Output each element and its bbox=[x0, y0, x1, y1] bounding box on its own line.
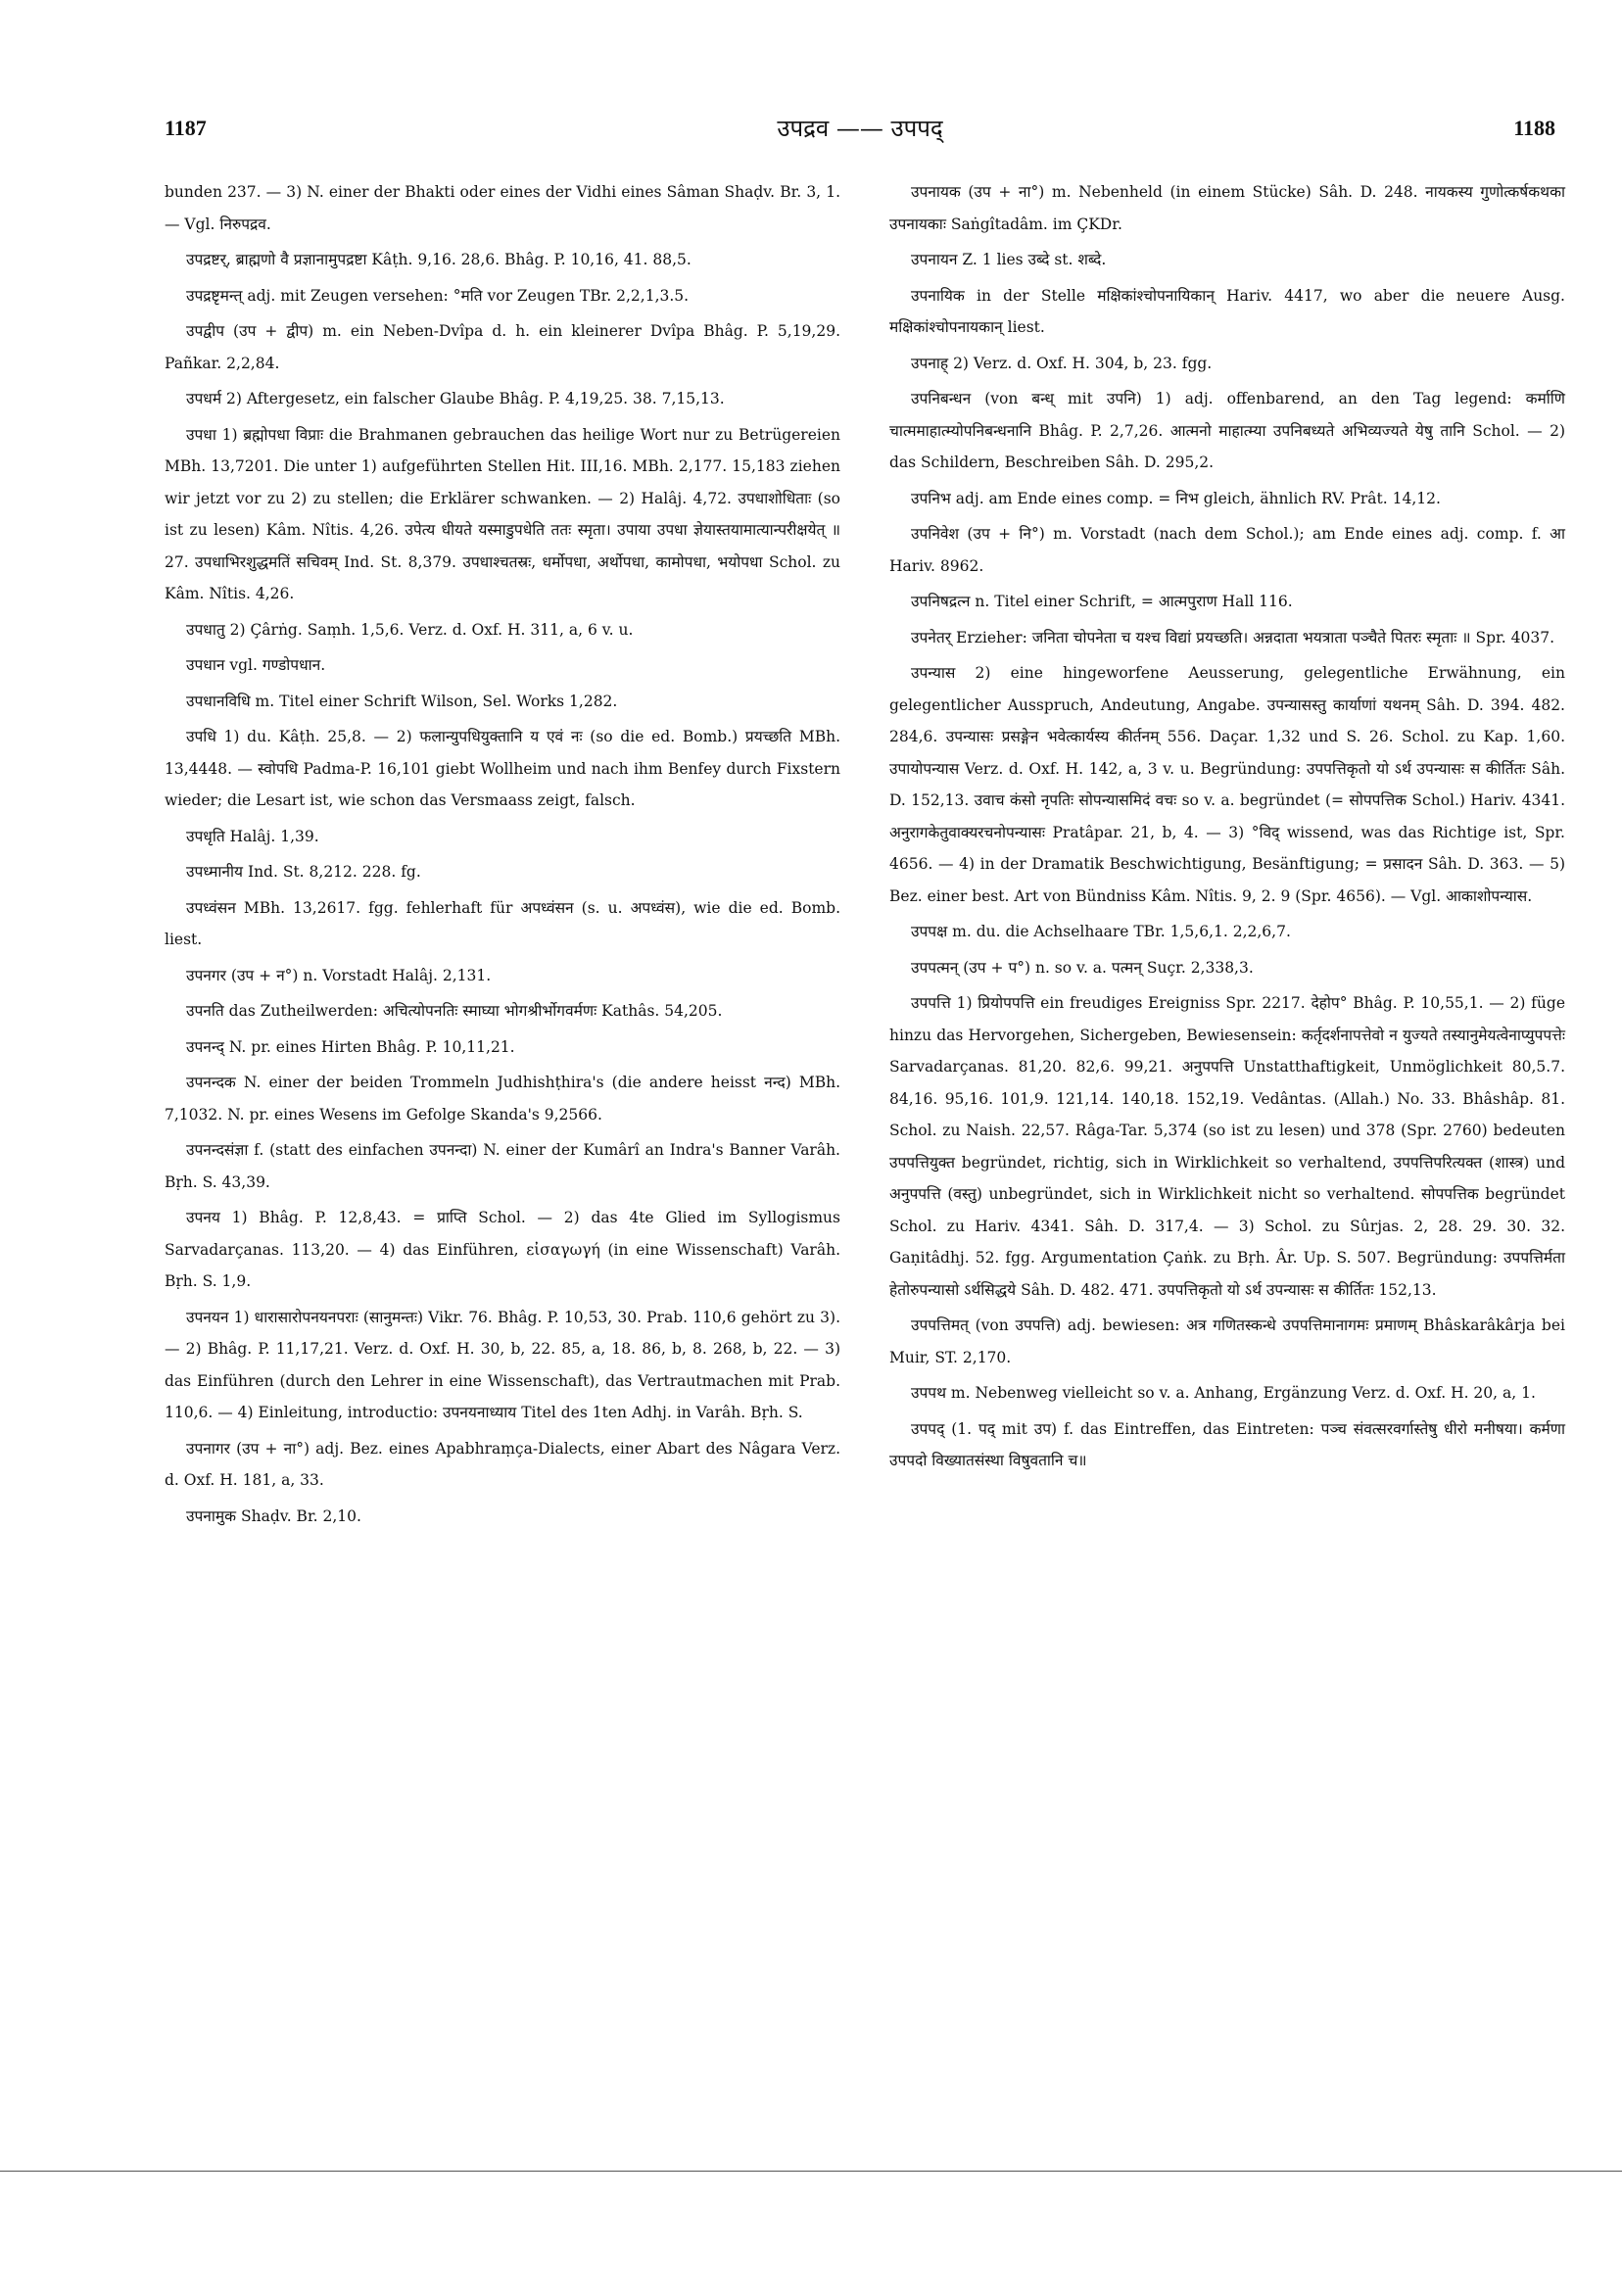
dictionary-entry: उपनिबन्धन (von बन्ध् mit उपनि) 1) adj. offenbarend, an den Tag legend: कर्माणि चात्ममाहात्म्योपनिबन्धनानि Bhâg. P. 2,7,26. आत्मनो माहात्म्या उपनिबध्यते अभिव्यज्यते येषु तानि Schol. — 2) das Schildern, Beschreiben Sâh. D. 295,2. bbox=[889, 390, 1565, 471]
dictionary-entry: उपपथ m. Nebenweg vielleicht so v. a. Anhang, Ergänzung Verz. d. Oxf. H. 20, a, 1. bbox=[911, 1384, 1536, 1402]
dictionary-entry: उपनति das Zutheilwerden: अचित्योपनतिः स्माघ्या भोगश्रीर्भोगवर्मणः Kathâs. 54,205. bbox=[186, 1002, 723, 1020]
dictionary-entry: उपद्रष्टर्, ब्राह्मणो वै प्रज्ञानामुपद्रष्टा Kâṭh. 9,16. 28,6. Bhâg. P. 10,16, 41. 88,5. bbox=[186, 251, 692, 268]
dictionary-entry: उपनायक (उप + ना°) m. Nebenheld (in einem Stücke) Sâh. D. 248. नायकस्य गुणोत्कर्षकथका उपनायकाः Saṅgîtadâm. im ÇKDr. bbox=[889, 183, 1565, 233]
page-number-left: 1187 bbox=[165, 116, 207, 140]
dictionary-entry: उपधा 1) ब्रह्मोपधा विप्राः die Brahmanen gebrauchen das heilige Wort nur zu Betrügereien MBh. 13,7201. Die unter 1) aufgeführten Stellen Hit. III,16. MBh. 2,177. 15,183 ziehen wir jetzt vor zu 2) zu stellen; die Erklärer schwanken. — 2) Halâj. 4,72. उपधाशोधिताः (so ist zu lesen) Kâm. Nîtis. 4,26. उपेत्य धीयते यस्माडुपधेति ततः स्मृता। उपाया उपधा ज्ञेयास्तयामात्यान्परीक्षयेत् ॥ 27. उपधाभिरशुद्धमतिं सचिवम् Ind. St. 8,379. उपधाश्चतस्रः, धर्मोपधा, अर्थोपधा, कामोपधा, भयोपधा Schol. zu Kâm. Nîtis. 4,26. bbox=[165, 425, 840, 602]
dictionary-entry: उपपक्ष m. du. die Achselhaare TBr. 1,5,6,1. 2,2,6,7. bbox=[911, 923, 1291, 940]
dictionary-entry: उपनागर (उप + ना°) adj. Bez. eines Apabhraṃça-Dialects, einer Abart des Nâgara Verz. d. Oxf. H. 181, a, 33. bbox=[165, 1439, 840, 1489]
dictionary-entry: उपधर्म 2) Aftergesetz, ein falscher Glaube Bhâg. P. 4,19,25. 38. 7,15,13. bbox=[186, 390, 725, 407]
dictionary-entry: उपधान vgl. गण्डोपधान. bbox=[186, 656, 326, 674]
dictionary-entry: उपधातु 2) Çârṅg. Saṃh. 1,5,6. Verz. d. Oxf. H. 311, a, 6 v. u. bbox=[186, 620, 634, 639]
dictionary-entry: उपपत्तिमत् (von उपपत्ति) adj. bewiesen: अत्र गणितस्कन्धे उपपत्तिमानागमः प्रमाणम् Bhâskarâkârja bei Muir, ST. 2,170. bbox=[889, 1316, 1565, 1366]
dictionary-entry: उपनिषद्रत्न n. Titel einer Schrift, = आत्मपुराण Hall 116. bbox=[911, 593, 1293, 610]
dictionary-entry: उपनायन Z. 1 lies उब्दे st. शब्दे. bbox=[911, 251, 1107, 268]
dictionary-entry: उपनयन 1) धारासारोपनयनपराः (सानुमन्तः) Vikr. 76. Bhâg. P. 10,53, 30. Prab. 110,6 gehört zu 3). — 2) Bhâg. P. 11,17,21. Verz. d. Oxf. H. 30, b, 22. 85, a, 18. 86, b, 8. 268, b, 22. — 3) das Einführen (durch den Lehrer in eine Wissenschaft), das Vertrautmachen mit Prab. 110,6. — 4) Einleitung, introductio: उपनयनाध्याय Titel des 1ten Adhj. in Varâh. Bṛh. S. bbox=[165, 1308, 840, 1421]
dictionary-entry: उपनाह् 2) Verz. d. Oxf. H. 304, b, 23. fgg. bbox=[911, 354, 1213, 372]
left-column bbox=[165, 176, 840, 1536]
dictionary-entry: उपनेतर् Erzieher: जनिता चोपनेता च यश्च विद्यां प्रयच्छति। अन्नदाता भयत्राता पञ्चैते पितरः स्मृताः ॥ Spr. 4037. bbox=[911, 628, 1554, 646]
dictionary-entry: उपनामुक Shaḍv. Br. 2,10. bbox=[186, 1507, 361, 1525]
dictionary-entry: उपध्मानीय Ind. St. 8,212. 228. fg. bbox=[186, 863, 421, 881]
dictionary-entry: उपपत्मन् (उप + प°) n. so v. a. पत्मन् Suçr. 2,338,3. bbox=[911, 958, 1254, 977]
dictionary-entry: उपद्वीप (उप + द्वीप) m. ein Neben-Dvîpa d. h. ein kleinerer Dvîpa Bhâg. P. 5,19,29. Pañkar. 2,2,84. bbox=[165, 322, 840, 372]
dictionary-entry: उपनय 1) Bhâg. P. 12,8,43. = प्राप्ति Schol. — 2) das 4te Glied im Syllogismus Sarvadarçanas. 113,20. — 4) das Einführen, εἰσαγωγή (in eine Wissenschaft) Varâh. Bṛh. S. 1,9. bbox=[165, 1209, 840, 1290]
dictionary-entry: उपद्रष्टृमन्त् adj. mit Zeugen versehen: °मति vor Zeugen TBr. 2,2,1,3.5. bbox=[186, 286, 690, 305]
footer-rule bbox=[0, 2171, 1622, 2172]
dictionary-entry: उपनायिक in der Stelle मक्षिकांश्चोपनायिकान् Hariv. 4417, wo aber die neuere Ausg. मक्षिकांश्चोपनायकान् liest. bbox=[889, 286, 1565, 336]
dictionary-entry: उपपद् (1. पद् mit उप) f. das Eintreffen, das Eintreten: पञ्च संवत्सरवर्गास्तेषु धीरो मनीषया। कर्मणा उपपदो विख्यातसंस्था विषुवतानि च॥ bbox=[889, 1419, 1565, 1469]
dictionary-entry: उपनन्दसंज्ञा f. (statt des einfachen उपनन्दा) N. einer der Kumârî an Indra's Banner Varâh. Bṛh. S. 43,39. bbox=[165, 1141, 840, 1191]
dictionary-entry: उपध्वंसन MBh. 13,2617. fgg. fehlerhaft für अपध्वंसन (s. u. अपध्वंस), wie die ed. Bomb. liest. bbox=[165, 898, 840, 948]
dictionary-entry: उपधानविधि m. Titel einer Schrift Wilson, Sel. Works 1,282. bbox=[186, 692, 618, 710]
dictionary-entry: उपनिवेश (उप + नि°) m. Vorstadt (nach dem Schol.); am Ende eines adj. comp. f. आ Hariv. 8962. bbox=[889, 525, 1565, 575]
running-title: उपद्रव —— उपपद् bbox=[777, 115, 943, 142]
dictionary-entry: उपधि 1) du. Kâṭh. 25,8. — 2) फलान्युपधियुक्तानि य एवं नः (so die ed. Bomb.) प्रयच्छति MBh. 13,4448. — स्वोपधि Padma-P. 16,101 giebt Wollheim und nach ihm Benfey durch Fixstern wieder; die Lesart ist, wie schon das Versmaass zeigt, falsch. bbox=[165, 728, 840, 809]
dictionary-entry: उपन्यास 2) eine hingeworfene Aeusserung, gelegentliche Erwähnung, ein gelegentlicher Ausspruch, Andeutung, Angabe. उपन्यासस्तु कार्याणां यथनम् Sâh. D. 394. 482. 284,6. उपन्यासः प्रसङ्गेन भवेत्कार्यस्य कीर्तनम् 556. Daçar. 1,32 und S. 26. Schol. zu Kap. 1,60. उपायोपन्यास Verz. d. Oxf. H. 142, a, 3 v. u. Begründung: उपपत्तिकृतो यो ऽर्थ उपन्यासः स कीर्तितः Sâh. D. 152,13. उवाच कंसो नृपतिः सोपन्यासमिदं वचः so v. a. begründet (= सोपपत्तिक Schol.) Hariv. 4341. अनुरागकेतुवाक्यरचनोपन्यासः Pratâpar. 21, b, 4. — 3) °विद् wissend, was das Richtige ist, Spr. 4656. — 4) in der Dramatik Beschwichtigung, Besänftigung; = प्रसादन Sâh. D. 363. — 5) Bez. einer best. Art von Bündniss Kâm. Nîtis. 9, 2. 9 (Spr. 4656). — Vgl. आकाशोपन्यास. bbox=[889, 664, 1565, 905]
dictionary-entry: उपधृति Halâj. 1,39. bbox=[186, 827, 319, 845]
right-column bbox=[889, 176, 1565, 1481]
dictionary-entry: उपनन्द् N. pr. eines Hirten Bhâg. P. 10,11,21. bbox=[186, 1037, 515, 1056]
dictionary-entry: bunden 237. — 3) N. einer der Bhakti oder eines der Vidhi eines Sâman Shaḍv. Br. 3, 1. — Vgl. निरुपद्रव. bbox=[165, 183, 840, 233]
dictionary-entry: उपनन्दक N. einer der beiden Trommeln Judhishṭhira's (die andere heisst नन्द) MBh. 7,1032. N. pr. eines Wesens im Gefolge Skanda's 9,2566. bbox=[165, 1074, 840, 1124]
page-header bbox=[165, 116, 1555, 155]
dictionary-entry: उपनिभ adj. am Ende eines comp. = निभ gleich, ähnlich RV. Prât. 14,12. bbox=[911, 489, 1441, 507]
dictionary-entry: उपनगर (उप + न°) n. Vorstadt Halâj. 2,131. bbox=[186, 966, 492, 984]
page-number-right: 1188 bbox=[1513, 116, 1555, 140]
dictionary-entry: उपपत्ति 1) प्रियोपपत्ति ein freudiges Ereigniss Spr. 2217. देहोप° Bhâg. P. 10,55,1. — 2) füge hinzu das Hervorgehen, Sichergeben, Bewiesensein: कर्तृदर्शनापत्तेवो न युज्यते तस्यानुमेयत्वेनाप्युपपत्तेः Sarvadarçanas. 81,20. 82,6. 99,21. अनुपपत्ति Unstatthaftigkeit, Unmöglichkeit 80,5.7. 84,16. 95,16. 101,9. 121,14. 140,18. 152,19. Vedântas. (Allah.) No. 33. Bhâshâp. 81. Schol. zu Naish. 22,57. Râga-Tar. 5,374 (so ist zu lesen) und 378 (Spr. 2760) bedeuten उपपत्तियुक्त begründet, richtig, sich in Wirklichkeit so verhaltend, उपपत्तिपरित्यक्त (शास्त्र) und अनुपपत्ति (वस्तु) unbegründet, sich in Wirklichkeit nicht so verhaltend. सोपपत्तिक begründet Schol. zu Hariv. 4341. Sâh. D. 317,4. — 3) Schol. zu Sûrjas. 2, 28. 29. 30. 32. Gaṇitâdhj. 52. fgg. Argumentation Çaṅk. zu Bṛh. Âr. Up. S. 507. Begründung: उपपत्तिर्मता हेतोरुपन्यासो ऽर्थसिद्धये Sâh. D. 482. 471. उपपत्तिकृतो यो ऽर्थ उपन्यासः स कीर्तितः 152,13. bbox=[889, 994, 1565, 1299]
